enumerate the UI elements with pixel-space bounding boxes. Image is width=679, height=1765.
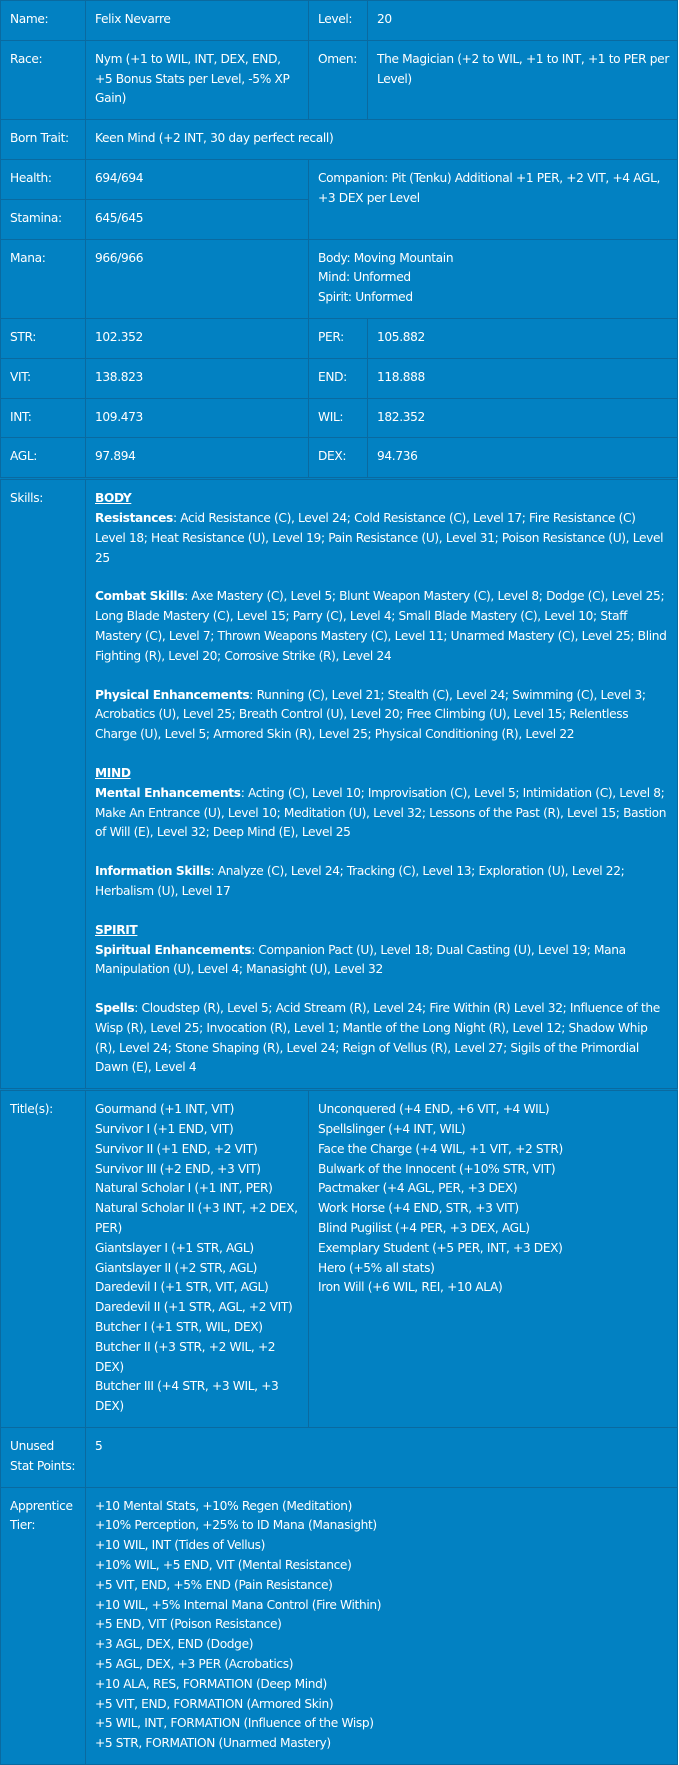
tier-bonus-item: +10% WIL, +5 END, VIT (Mental Resistance) bbox=[95, 1558, 352, 1573]
title-item: Pactmaker (+4 AGL, PER, +3 DEX) bbox=[318, 1181, 518, 1196]
title-item: Butcher III (+4 STR, +3 WIL, +3 DEX) bbox=[95, 1379, 279, 1414]
companion-info: Companion: Pit (Tenku) Additional +1 PER, +2 VIT, +4 AGL, +3 DEX per Level bbox=[309, 159, 678, 239]
information-skills-list: : Analyze (C), Level 24; Tracking (C), Level 13; Exploration (U), Level 22; Herbalism (U), Level 17 bbox=[95, 864, 625, 898]
tier-bonus-item: +5 VIT, END, FORMATION (Armored Skin) bbox=[95, 1696, 334, 1711]
per-value: 105.882 bbox=[368, 318, 678, 358]
title-item: Giantslayer I (+1 STR, AGL) bbox=[95, 1240, 254, 1255]
per-label: PER: bbox=[309, 318, 368, 358]
tier-bonus-item: +5 AGL, DEX, +3 PER (Acrobatics) bbox=[95, 1657, 294, 1671]
race-label: Race: bbox=[1, 40, 86, 119]
name-label: Name: bbox=[1, 1, 86, 41]
tier-bonus-item: +5 STR, FORMATION (Unarmed Mastery) bbox=[95, 1736, 331, 1751]
titles-label: Title(s): bbox=[1, 1090, 86, 1428]
title-item: Hero (+5% all stats) bbox=[318, 1260, 435, 1275]
vit-value: 138.823 bbox=[86, 358, 309, 398]
dex-label: DEX: bbox=[309, 438, 368, 479]
spiritual-enhancements-list: : Companion Pact (U), Level 18; Dual Casting (U), Level 19; Mana Manipulation (U), Level 4; Manasight (U), Level 32 bbox=[95, 942, 626, 977]
title-item: Blind Pugilist (+4 PER, +3 DEX, AGL) bbox=[318, 1221, 530, 1236]
tier-bonus-item: +5 WIL, INT, FORMATION (Influence of the Wisp) bbox=[95, 1716, 374, 1731]
skills-label: Skills: bbox=[1, 479, 86, 1090]
apprentice-tier-list bbox=[86, 1487, 678, 1764]
section-header-mind: MIND bbox=[95, 765, 131, 780]
wil-value: 182.352 bbox=[368, 398, 678, 438]
str-value: 102.352 bbox=[86, 318, 309, 358]
dex-value: 94.736 bbox=[368, 438, 678, 479]
title-item: Unconquered (+4 END, +6 VIT, +4 WIL) bbox=[318, 1102, 550, 1117]
category-spells: Spells bbox=[95, 1001, 135, 1016]
row-agl-dex bbox=[1, 438, 678, 479]
section-header-spirit: SPIRIT bbox=[95, 922, 138, 937]
path-spirit: Spirit: Unformed bbox=[318, 290, 413, 305]
title-item: Natural Scholar I (+1 INT, PER) bbox=[95, 1181, 273, 1196]
resistances-list: : Acid Resistance (C), Level 24; Cold Resistance (C), Level 17; Fire Resistance (C) Level 18; Heat Resistance (U), Level 19; Pain Resistance (U), Level 31; Poison Resistance (U), Level 25 bbox=[95, 510, 664, 565]
omen-value: The Magician (+2 to WIL, +1 to INT, +1 to PER per Level) bbox=[368, 40, 678, 119]
path-mind: Mind: Unformed bbox=[318, 270, 411, 285]
int-label: INT: bbox=[1, 398, 86, 438]
apprentice-tier-label: Apprentice Tier: bbox=[1, 1487, 86, 1764]
title-item: Spellslinger (+4 INT, WIL) bbox=[318, 1122, 466, 1137]
tier-bonus-item: +5 END, VIT (Poison Resistance) bbox=[95, 1617, 282, 1632]
tier-bonus-item: +10 Mental Stats, +10% Regen (Meditation) bbox=[95, 1498, 353, 1513]
agl-label: AGL: bbox=[1, 438, 86, 479]
level-value: 20 bbox=[368, 1, 678, 41]
wil-label: WIL: bbox=[309, 398, 368, 438]
row-apprentice-tier bbox=[1, 1487, 678, 1764]
skills-spirit-spiritual bbox=[95, 921, 669, 980]
row-unused-stat-points bbox=[1, 1428, 678, 1488]
title-item: Daredevil I (+1 STR, VIT, AGL) bbox=[95, 1280, 269, 1295]
category-combat-skills: Combat Skills bbox=[95, 589, 185, 604]
end-label: END: bbox=[309, 358, 368, 398]
agl-value: 97.894 bbox=[86, 438, 309, 479]
row-skills bbox=[1, 479, 678, 1090]
mana-label: Mana: bbox=[1, 239, 86, 318]
unused-stat-points-label: Unused Stat Points: bbox=[1, 1428, 86, 1488]
skills-content bbox=[86, 479, 678, 1090]
row-str-per bbox=[1, 318, 678, 358]
spells-list: : Cloudstep (R), Level 5; Acid Stream (R), Level 24; Fire Within (R) Level 32; Influence of the Wisp (R), Level 25; Invocation (R), Level 1; Mantle of the Long Night (R), Level 12; Shadow Whip (R), Level 24; Stone Shaping (R), Level 24; Reign of Vellus (R), Level 27; Sigils of the Primordial Dawn (E), Level 4 bbox=[95, 1001, 660, 1075]
row-health bbox=[1, 159, 678, 199]
combat-skills-list: : Axe Mastery (C), Level 5; Blunt Weapon Mastery (C), Level 8; Dodge (C), Level 25; Long Blade Mastery (C), Level 15; Parry (C), Level 4; Small Blade Mastery (C), Level 10; Staff Mastery (C), Level 7; Thrown Weapons Mastery (C), Level 11; Unarmed Mastery (C), Level 25; Blind Fighting (R), Level 20; Corrosive Strike (R), Level 24 bbox=[95, 589, 667, 663]
tier-bonus-item: +10 WIL, +5% Internal Mana Control (Fire Within) bbox=[95, 1597, 382, 1612]
end-value: 118.888 bbox=[368, 358, 678, 398]
title-item: Daredevil II (+1 STR, AGL, +2 VIT) bbox=[95, 1300, 293, 1315]
title-item: Face the Charge (+4 WIL, +1 VIT, +2 STR) bbox=[318, 1141, 563, 1156]
stamina-value: 645/645 bbox=[86, 199, 309, 239]
row-titles bbox=[1, 1090, 678, 1428]
vit-label: VIT: bbox=[1, 358, 86, 398]
skills-mind-info bbox=[95, 862, 669, 902]
title-item: Gourmand (+1 INT, VIT) bbox=[95, 1102, 235, 1117]
category-information-skills: Information Skills bbox=[95, 864, 211, 879]
title-item: Exemplary Student (+5 PER, INT, +3 DEX) bbox=[318, 1240, 563, 1255]
row-name-level bbox=[1, 1, 678, 41]
title-item: Survivor II (+1 END, +2 VIT) bbox=[95, 1141, 258, 1156]
category-mental-enhancements: Mental Enhancements bbox=[95, 785, 241, 800]
tier-bonus-item: +10 WIL, INT (Tides of Vellus) bbox=[95, 1538, 266, 1553]
born-trait-label: Born Trait: bbox=[1, 120, 86, 160]
row-born-trait bbox=[1, 120, 678, 160]
level-label: Level: bbox=[309, 1, 368, 41]
stamina-label: Stamina: bbox=[1, 199, 86, 239]
race-value: Nym (+1 to WIL, INT, DEX, END, +5 Bonus Stats per Level, -5% XP Gain) bbox=[86, 40, 309, 119]
section-header-body: BODY bbox=[95, 491, 132, 506]
title-item: Work Horse (+4 END, STR, +3 VIT) bbox=[318, 1201, 519, 1216]
title-item: Survivor III (+2 END, +3 VIT) bbox=[95, 1161, 261, 1176]
int-value: 109.473 bbox=[86, 398, 309, 438]
skills-body-resistances bbox=[95, 489, 669, 568]
health-value: 694/694 bbox=[86, 159, 309, 199]
category-resistances: Resistances bbox=[95, 510, 173, 525]
skills-body-physical bbox=[95, 686, 669, 745]
title-item: Survivor I (+1 END, VIT) bbox=[95, 1122, 234, 1137]
name-value: Felix Nevarre bbox=[86, 1, 309, 41]
physical-enhancements-list: : Running (C), Level 21; Stealth (C), Level 24; Swimming (C), Level 3; Acrobatics (U), Level 25; Breath Control (U), Level 20; Free Climbing (U), Level 15; Relentless Charge (U), Level 5; Armored Skin (R), Level 25; Physical Conditioning (R), Level 22 bbox=[95, 687, 646, 742]
skills-mind-mental bbox=[95, 764, 669, 843]
skills-spirit-spells bbox=[95, 999, 669, 1078]
row-vit-end bbox=[1, 358, 678, 398]
str-label: STR: bbox=[1, 318, 86, 358]
tier-bonus-item: +10 ALA, RES, FORMATION (Deep Mind) bbox=[95, 1676, 327, 1691]
skills-body-combat bbox=[95, 587, 669, 666]
tier-bonus-item: +5 VIT, END, +5% END (Pain Resistance) bbox=[95, 1577, 333, 1592]
tier-bonus-item: +10% Perception, +25% to ID Mana (Manasight) bbox=[95, 1518, 377, 1533]
mental-enhancements-list: : Acting (C), Level 10; Improvisation (C), Level 5; Intimidation (C), Level 8; Make An Entrance (U), Level 10; Meditation (U), Level 32; Lessons of the Past (R), Level 15; Bastion of Will (E), Level 32; Deep Mind (E), Level 25 bbox=[95, 785, 667, 840]
category-spiritual-enhancements: Spiritual Enhancements bbox=[95, 942, 252, 957]
unused-stat-points-value: 5 bbox=[86, 1428, 678, 1488]
tier-bonus-item: +3 AGL, DEX, END (Dodge) bbox=[95, 1637, 254, 1652]
born-trait-value: Keen Mind (+2 INT, 30 day perfect recall) bbox=[86, 120, 678, 160]
health-label: Health: bbox=[1, 159, 86, 199]
title-item: Natural Scholar II (+3 INT, +2 DEX, PER) bbox=[95, 1201, 298, 1236]
title-item: Butcher II (+3 STR, +2 WIL, +2 DEX) bbox=[95, 1339, 276, 1374]
mana-value: 966/966 bbox=[86, 239, 309, 318]
row-race-omen bbox=[1, 40, 678, 119]
titles-right-column bbox=[309, 1090, 678, 1428]
title-item: Bulwark of the Innocent (+10% STR, VIT) bbox=[318, 1161, 556, 1176]
omen-label: Omen: bbox=[309, 40, 368, 119]
path-body: Body: Moving Mountain bbox=[318, 250, 454, 265]
category-physical-enhancements: Physical Enhancements bbox=[95, 687, 250, 702]
title-item: Butcher I (+1 STR, WIL, DEX) bbox=[95, 1320, 263, 1335]
titles-left-column bbox=[86, 1090, 309, 1428]
row-mana bbox=[1, 239, 678, 318]
path-info bbox=[309, 239, 678, 318]
title-item: Giantslayer II (+2 STR, AGL) bbox=[95, 1260, 257, 1275]
title-item: Iron Will (+6 WIL, REI, +10 ALA) bbox=[318, 1280, 503, 1295]
row-int-wil bbox=[1, 398, 678, 438]
